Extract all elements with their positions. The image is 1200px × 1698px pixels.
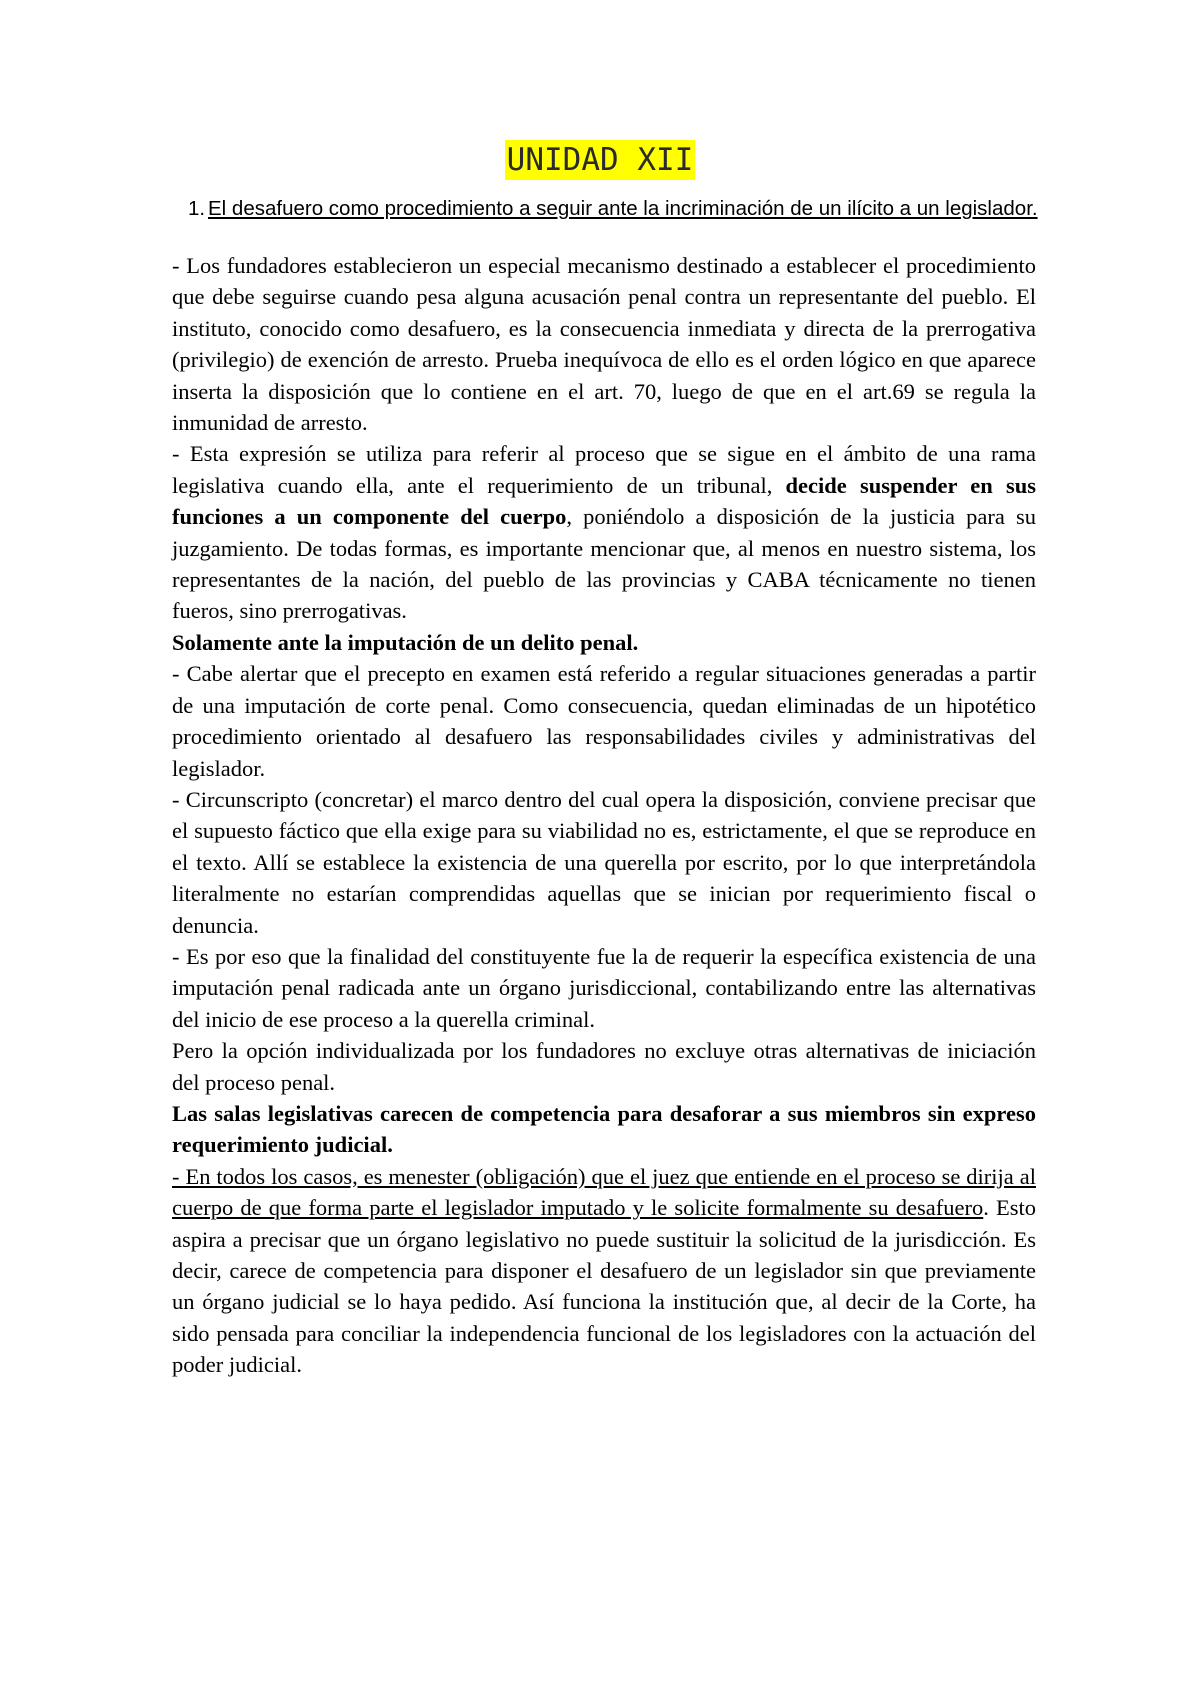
paragraph-7-rest: . Esto aspira a precisar que un órgano legislativo no puede sustituir la solicitud de la jurisdicción. Es decir, carece de competencia para disponer el desafuero de un legislador sin que previamente un órgano judicial se lo haya pedido. Así funciona la institución que, al decir de la Corte, ha sido pensada para conciliar la independencia funcional de los legisladores con la actuación del poder judicial. — [172, 1195, 1036, 1378]
section-heading: El desafuero como procedimiento a seguir ante la incriminación de un ilícito a un legislador. — [208, 197, 1038, 220]
paragraph-2-bold: decide suspender en sus funciones a un componente del cuerpo — [172, 472, 1036, 530]
bold-subheading-2 — [172, 1098, 1036, 1161]
paragraph-4: - Circunscripto (concretar) el marco dentro del cual opera la disposición, conviene precisar que el supuesto fáctico que ella exige para su viabilidad no es, estrictamente, el que se reproduce en el texto. Allí se establece la existencia de una querella por escrito, por lo que interpretándola literalmente no estarían comprendidas aquellas que se inician por requerimiento fiscal o denuncia. — [172, 786, 1036, 938]
unit-title: UNIDAD XII — [506, 142, 694, 178]
paragraph-5: - Es por eso que la finalidad del constituyente fue la de requerir la específica existencia de una imputación penal radicada ante un órgano jurisdiccional, contabilizando entre las alternativas del inicio de ese proceso a la querella criminal. — [172, 943, 1036, 1032]
paragraph-1: - Los fundadores establecieron un especial mecanismo destinado a establecer el procedimiento que debe seguirse cuando pesa alguna acusación penal contra un representante del pueblo. El instituto, conocido como desafuero, es la consecuencia inmediata y directa de la prerrogativa (privilegio) de exención de arresto. Prueba inequívoca de ello es el orden lógico en que aparece inserta la disposición que lo contiene en el art. 70, luego de que en el art.69 se regula la inmunidad de arresto. — [172, 253, 1036, 436]
bold-subheading-1 — [172, 627, 1036, 658]
paragraph-7 — [172, 1161, 1036, 1381]
heading-number: 1. — [188, 197, 206, 220]
paragraph-2-end: , poniéndolo a disposición de la justicia para su juzgamiento. De todas formas, es importante mencionar que, al menos en nuestro sistema, los representantes de la nación, del pueblo de las provincias y CABA técnicamente no tienen fueros, sino prerrogativas. — [172, 504, 1036, 624]
paragraph-7-underlined: - En todos los casos, es menester (obligación) que el juez que entiende en el proceso se dirija al cuerpo de que forma parte el legislador imputado y le solicite formalmente su desafuero — [172, 1163, 1036, 1221]
paragraph-6: Pero la opción individualizada por los fundadores no excluye otras alternativas de iniciación del proceso penal. — [172, 1038, 1036, 1095]
bold-subheading-1-text: Solamente ante la imputación de un delito penal. — [172, 629, 639, 655]
title-container — [0, 140, 1200, 180]
paragraph-3: - Cabe alertar que el precepto en examen está referido a regular situaciones generadas a partir de una imputación de corte penal. Como consecuencia, quedan eliminadas de un hipotético procedimiento orientado al desafuero las responsabilidades civiles y administrativas del legislador. — [172, 661, 1036, 781]
paragraph-2-start: - Esta expresión se utiliza para referir al proceso que se sigue en el ámbito de una rama legislativa cuando ella, ante el requerimiento de un tribunal, — [172, 441, 1036, 498]
document-body — [172, 250, 1036, 1381]
paragraph-2 — [172, 438, 1036, 626]
bold-subheading-2-text: Las salas legislativas carecen de competencia para desaforar a sus miembros sin expreso requerimiento judicial. — [172, 1100, 1036, 1158]
